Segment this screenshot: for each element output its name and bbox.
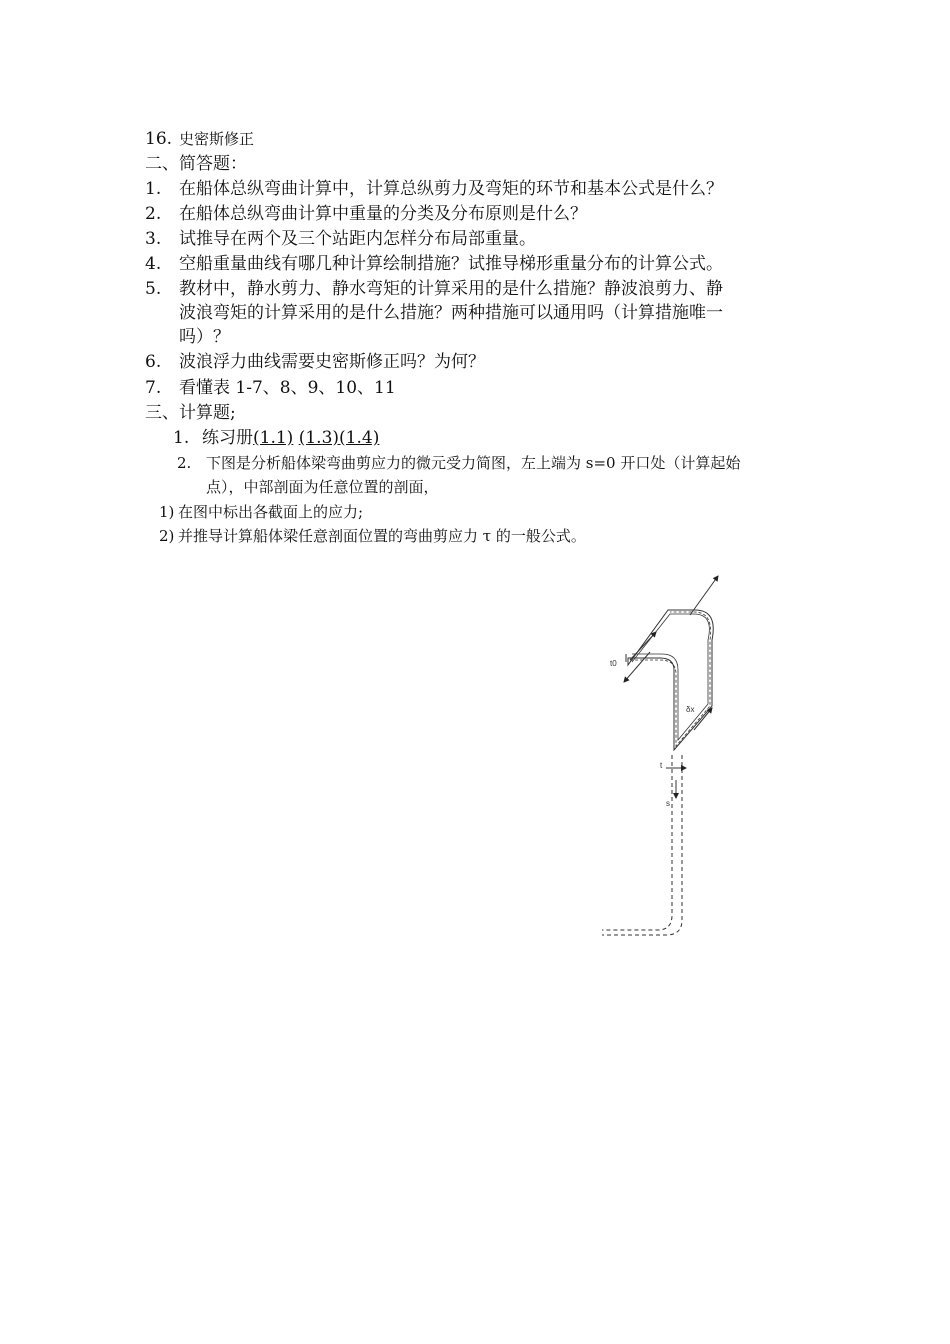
question-number: 6. bbox=[145, 352, 162, 372]
subitem-number: 2) bbox=[159, 527, 175, 545]
question-text: 在船体总纵弯曲计算中重量的分类及分布原则是什么？ bbox=[179, 204, 587, 224]
question-text: 教材中，静水剪力、静水弯矩的计算采用的是什么措施？静波浪剪力、静 bbox=[179, 279, 723, 299]
question-text: 波浪弯矩的计算采用的是什么措施？两种措施可以通用吗（计算措施唯一 bbox=[179, 303, 723, 323]
left-arrow-up bbox=[624, 652, 650, 682]
question-text: 波浪浮力曲线需要史密斯修正吗？为何？ bbox=[179, 352, 485, 372]
shear-stress-diagram bbox=[590, 570, 740, 940]
question-number: 2. bbox=[145, 204, 162, 224]
element-inner bbox=[632, 614, 709, 740]
reference-link[interactable]: (1.3) bbox=[298, 428, 340, 448]
calc-prefix: 练习册 bbox=[202, 428, 253, 448]
section-title-short-answer: 二、简答题： bbox=[145, 154, 247, 174]
left-arrow-down bbox=[630, 632, 656, 660]
question-number: 3. bbox=[145, 229, 162, 249]
question-number: 4. bbox=[145, 254, 162, 274]
label-s: s bbox=[666, 799, 670, 808]
label-t: t bbox=[660, 761, 663, 770]
label-dx: δx bbox=[686, 705, 695, 714]
question-text: 看懂表 1-7、8、9、10、11 bbox=[179, 378, 396, 398]
question-text: 吗）？ bbox=[179, 327, 230, 347]
question-number: 5. bbox=[145, 279, 162, 299]
section-continuation bbox=[602, 755, 672, 930]
element-centerline bbox=[630, 612, 711, 746]
subitem-number: 1) bbox=[159, 503, 175, 521]
right-arrow bbox=[694, 708, 712, 730]
reference-link[interactable]: (1.1) bbox=[253, 428, 294, 448]
subitem-text: 在图中标出各截面上的应力; bbox=[178, 503, 364, 521]
section-title-calculation: 三、计算题; bbox=[145, 403, 236, 423]
calc-text: 点），中部剖面为任意位置的剖面， bbox=[206, 478, 439, 496]
calc-text bbox=[202, 426, 379, 450]
subitem-text: 并推导计算船体梁任意剖面位置的弯曲剪应力 τ 的一般公式。 bbox=[178, 527, 586, 545]
question-number: 1. bbox=[145, 179, 162, 199]
label-t0: t0 bbox=[610, 659, 617, 668]
section-continuation-inner bbox=[602, 755, 682, 935]
question-text: 试推导在两个及三个站距内怎样分布局部重量。 bbox=[179, 229, 536, 249]
reference-link[interactable]: (1.4) bbox=[339, 428, 380, 448]
calc-number: 1. bbox=[173, 428, 190, 448]
item-text: 史密斯修正 bbox=[179, 130, 255, 148]
question-number: 7. bbox=[145, 378, 162, 398]
calc-text: 下图是分析船体梁弯曲剪应力的微元受力简图，左上端为 s=0 开口处（计算起始 bbox=[206, 454, 741, 472]
element-outline bbox=[628, 610, 713, 750]
top-right-arrow bbox=[690, 576, 718, 615]
question-text: 空船重量曲线有哪几种计算绘制措施？试推导梯形重量分布的计算公式。 bbox=[179, 254, 723, 274]
item-number: 16. bbox=[145, 129, 173, 149]
question-text: 在船体总纵弯曲计算中，计算总纵剪力及弯矩的环节和基本公式是什么？ bbox=[179, 179, 723, 199]
calc-number: 2. bbox=[177, 454, 192, 472]
